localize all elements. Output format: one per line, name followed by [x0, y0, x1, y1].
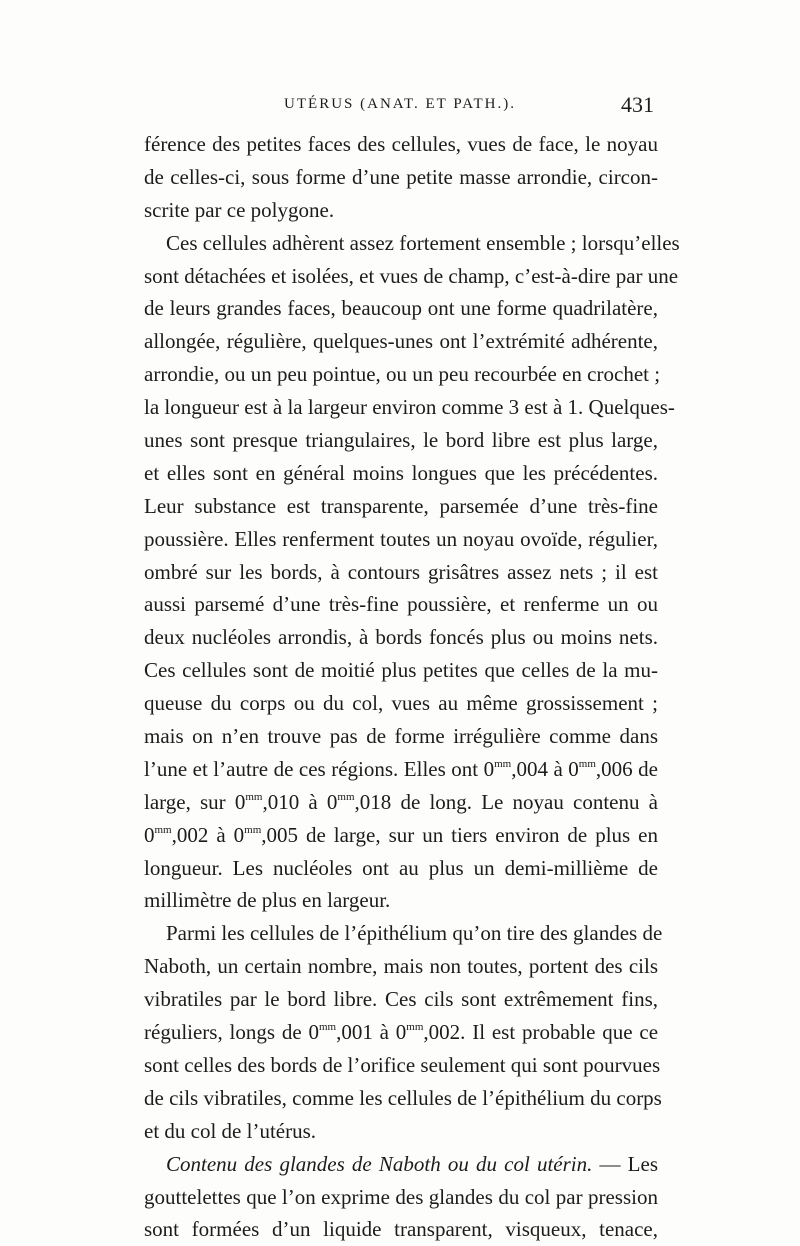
millimeter-superscript: mm — [318, 1021, 337, 1034]
body-text — [144, 128, 680, 1246]
text-line: de cils vibratiles, comme les cellules de l’épithélium du corps — [144, 1085, 662, 1110]
text-line: sont détachées et isolées, et vues de champ, c’est-à-dire par une — [144, 263, 679, 288]
text-line: de leurs grandes faces, beaucoup ont une forme quadrilatère, — [144, 296, 658, 321]
text-line: deux nucléoles arrondis, à bords foncés plus ou moins nets. — [144, 625, 658, 650]
text-line: unes sont presque triangulaires, le bord libre est plus large, — [144, 428, 658, 453]
running-title: UTÉRUS (ANAT. ET PATH.). — [284, 96, 516, 112]
text-line: vibratiles par le bord libre. Ces cils sont extrêmement fins, — [144, 987, 658, 1012]
text-line: Leur substance est transparente, parsemée d’une très-fine — [144, 493, 658, 518]
millimeter-superscript: mm — [337, 790, 355, 803]
text-line: aussi parsemé d’une très-fine poussière, et renferme un ou — [144, 592, 658, 617]
text-line: et du col de l’utérus. — [144, 1118, 317, 1143]
text-line: allongée, régulière, quelques-unes ont l’extrémité adhérente, — [144, 329, 658, 354]
text-line: Ces cellules sont de moitié plus petites que celles de la mu- — [144, 658, 658, 683]
millimeter-superscript: mm — [154, 823, 172, 836]
millimeter-superscript: mm — [578, 757, 596, 770]
section-heading-line — [144, 1148, 658, 1181]
text-line: gouttelettes que l’on exprime des glandes du col par pression — [144, 1184, 658, 1209]
text-line: millimètre de plus en largeur. — [144, 888, 391, 913]
text-line: de celles-ci, sous forme d’une petite masse arrondie, circon- — [144, 164, 658, 189]
section-heading-continuation: — Les — [592, 1151, 658, 1176]
text-line: férence des petites faces des cellules, vues de face, le noyau — [144, 132, 658, 156]
text-line: longueur. Les nucléoles ont au plus un demi-millième de — [144, 855, 658, 880]
section-heading: Contenu des glandes de Naboth ou du col utérin. — [166, 1151, 593, 1176]
text-line: et elles sont en général moins longues que les précédentes. — [144, 460, 658, 485]
text-line: Naboth, un certain nombre, mais non toutes, portent des cils — [144, 954, 658, 979]
text-line: Parmi les cellules de l’épithélium qu’on tire des glandes de — [166, 921, 663, 946]
page-number: 431 — [621, 92, 654, 117]
text-line: large, sur $0^{mm},010$ à $0^{mm},018$ de long. Le noyau contenu à — [144, 789, 658, 814]
text-line: l’une et l’autre de ces régions. Elles ont $0^{mm},004$ à $0^{mm},006$ de — [144, 756, 658, 781]
text-line: scrite par ce polygone. — [144, 197, 335, 222]
running-head — [140, 94, 660, 124]
text-line: ombré sur les bords, à contours grisâtres assez nets ; il est — [144, 559, 658, 584]
text-line: mais on n’en trouve pas de forme irrégulière comme dans — [144, 724, 658, 749]
text-line: la longueur est à la largeur environ comme 3 est à 1. Quelques- — [144, 395, 675, 420]
text-line: sont celles des bords de l’orifice seulement qui sont pourvues — [144, 1052, 661, 1077]
text-line: $0^{mm},002$ à $0^{mm},005$ de large, sur un tiers environ de plus en — [144, 822, 658, 847]
text-line: poussière. Elles renferment toutes un noyau ovoïde, régulier, — [144, 526, 658, 551]
millimeter-superscript: mm — [245, 790, 263, 803]
text-line: réguliers, longs de $0^{mm},001$ à $0^{mm},002$. Il est probable que ce — [144, 1020, 659, 1045]
text-line: sont formées d’un liquide transparent, visqueux, tenace, — [144, 1217, 658, 1242]
millimeter-superscript: mm — [244, 823, 262, 836]
millimeter-superscript: mm — [406, 1021, 424, 1034]
millimeter-superscript: mm — [494, 757, 512, 770]
text-line: queuse du corps ou du col, vues au même grossissement ; — [144, 691, 658, 716]
text-line: arrondie, ou un peu pointue, ou un peu recourbée en crochet ; — [144, 362, 661, 387]
text-line: Ces cellules adhèrent assez fortement ensemble ; lorsqu’elles — [166, 230, 680, 255]
